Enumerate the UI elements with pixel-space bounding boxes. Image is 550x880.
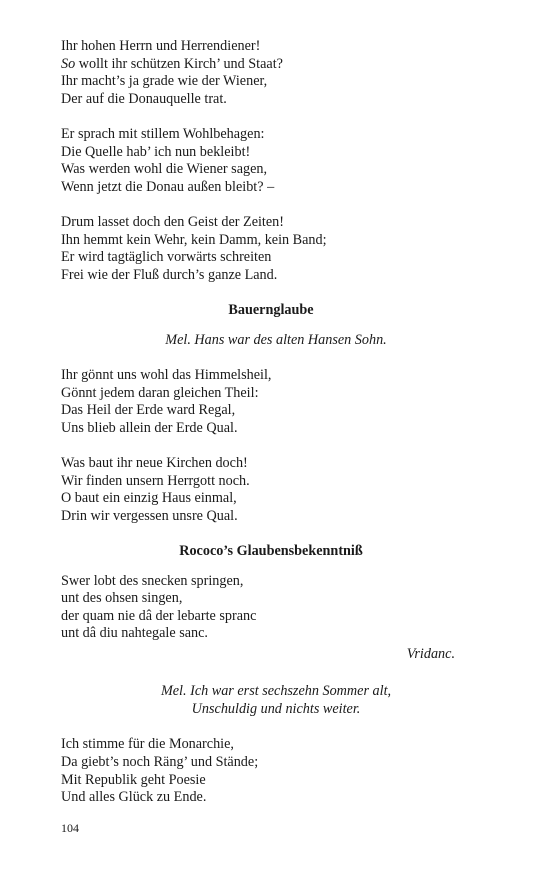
epigraph <box>61 573 471 643</box>
verse-line: Die Quelle hab’ ich nun bekleibt! <box>61 143 251 160</box>
poem-page <box>61 38 471 824</box>
verse-line: Ihr macht’s ja grade wie der Wiener, <box>61 73 268 90</box>
stanza-4 <box>61 367 471 437</box>
verse-line: Das Heil der Erde ward Regal, <box>61 402 236 419</box>
epigraph-line: Swer lobt des snecken springen, <box>61 572 244 589</box>
epigraph-line: unt des ohsen singen, <box>61 590 183 607</box>
poem-title-rococo: Rococo’s Glaubensbekenntniß <box>179 543 363 560</box>
page-number: 104 <box>61 821 79 835</box>
verse-line: Wenn jetzt die Donau außen bleibt? – <box>61 178 275 195</box>
epigraph-attribution: Vridanc. <box>406 645 455 662</box>
stanza-2 <box>61 126 471 196</box>
poem-title-bauernglaube: Bauernglaube <box>228 301 314 318</box>
stanza-1 <box>61 38 471 108</box>
verse-line: Ihr gönnt uns wohl das Himmelsheil, <box>61 367 272 384</box>
verse-line: Der auf die Donauquelle trat. <box>61 90 227 107</box>
epigraph-line: unt dâ diu nahtegale sanc. <box>61 625 208 642</box>
verse-line: O baut ein einzig Haus einmal, <box>61 490 237 507</box>
verse-line: Ihn hemmt kein Wehr, kein Damm, kein Band; <box>61 231 327 248</box>
verse-line: Gönnt jedem daran gleichen Theil: <box>61 384 259 401</box>
verse-line: Und alles Glück zu Ende. <box>61 789 207 806</box>
verse-line: Ich stimme für die Monarchie, <box>61 736 234 753</box>
verse-line-rest: wollt ihr schützen Kirch’ und Staat? <box>75 55 283 72</box>
verse-line: Mit Republik geht Poesie <box>61 771 206 788</box>
verse-line: Frei wie der Fluß durch’s ganze Land. <box>61 266 278 283</box>
verse-line: Da giebt’s noch Räng’ und Stände; <box>61 753 259 770</box>
verse-line: Was baut ihr neue Kirchen doch! <box>61 455 248 472</box>
verse-line: Drum lasset doch den Geist der Zeiten! <box>61 213 284 230</box>
melody-line: Mel. Ich war erst sechszehn Sommer alt, <box>160 683 392 700</box>
epigraph-line: der quam nie dâ der lebarte spranc <box>61 607 257 624</box>
emphasis-word: So <box>61 55 76 72</box>
melody-line: Unschuldig und nichts weiter. <box>191 700 361 717</box>
verse-line: Wir finden unsern Herrgott noch. <box>61 472 250 489</box>
verse-line: Er sprach mit stillem Wohlbehagen: <box>61 125 265 142</box>
stanza-5 <box>61 455 471 525</box>
melody-note: Mel. Hans war des alten Hansen Sohn. <box>165 331 387 348</box>
verse-line: Ihr hohen Herrn und Herrendiener! <box>61 38 261 54</box>
verse-line: Er wird tagtäglich vorwärts schreiten <box>61 249 272 266</box>
verse-line <box>61 56 471 74</box>
verse-line: Drin wir vergessen unsre Qual. <box>61 507 238 524</box>
stanza-6 <box>61 736 471 806</box>
verse-line: Was werden wohl die Wiener sagen, <box>61 161 268 178</box>
verse-line: Uns blieb allein der Erde Qual. <box>61 419 238 436</box>
melody-note <box>61 683 471 718</box>
stanza-3 <box>61 214 471 284</box>
